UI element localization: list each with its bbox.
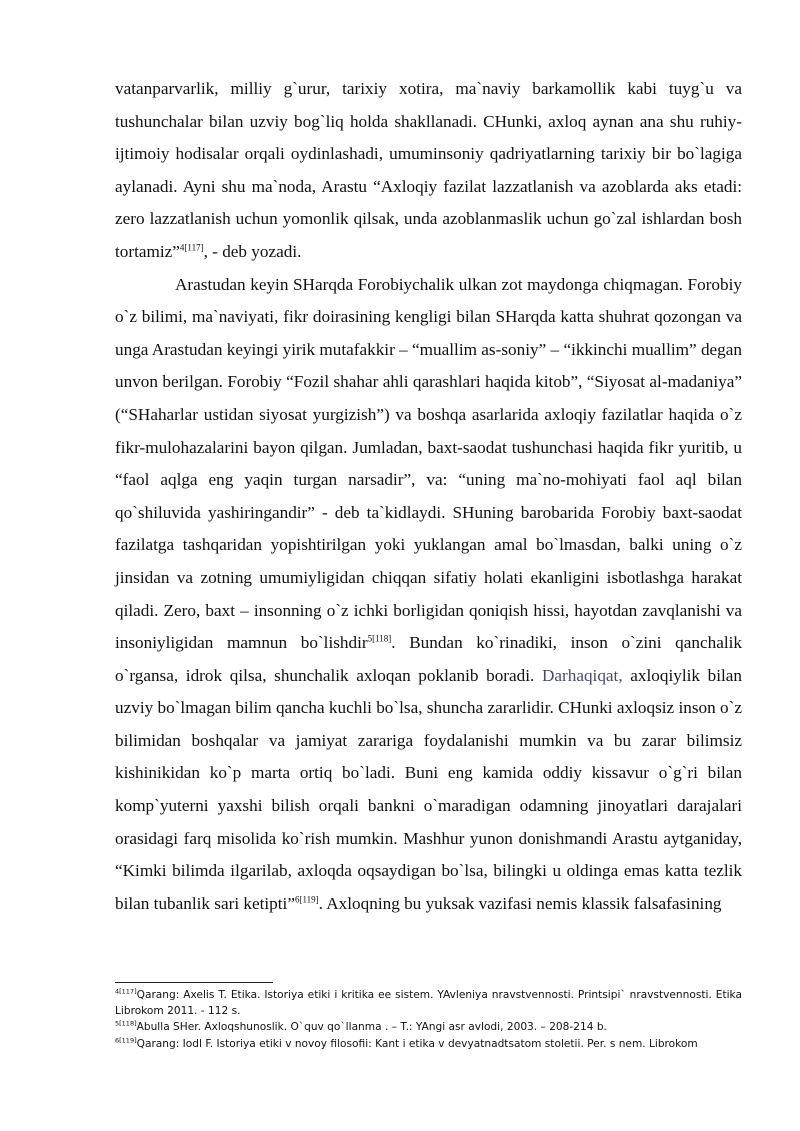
footnote-divider [115, 982, 273, 983]
footnote-6 [115, 1036, 742, 1052]
footnote-text: Qarang: Axelis T. Etika. Istoriya etiki i kritika ee sistem. YAvleniya nravstvennosti. Printsipi` nravstvennosti. Etika Librokom 2011. - 112 s. [115, 989, 742, 1018]
text-run: axloqiylik bilan uzviy bo`lmagan bilim qancha kuchli bo`lsa, shuncha zararlidir. CHunki axloqsiz inson o`z bilimidan boshqalar va jamiyat zarariga foydalanishi mumkin va bu zarar bilimsiz kishinikidan ko`p marta ortiq bo`ladi. Buni eng kamida oddiy kissavur o`g`ri bilan komp`yuterni yaxshi bilish orqali bankni o`maradigan odamning jinoyatlari darajalari orasidagi farq misolida ko`rish mumkin. Mashhur yunon donishmandi Arastu aytganiday, “Kimki bilimda ilgarilab, axloqda oqsaydigan bo`lsa, bilingki u oldinga emas katta tezlik bilan tubanlik sari ketipti” [115, 665, 742, 913]
footnote-marker: 4[117] [115, 987, 137, 996]
text-run: . Axloqning bu yuksak vazifasi nemis klassik falsafasining [318, 893, 722, 913]
footnote-marker: 5[118] [115, 1019, 137, 1028]
text-run: Arastudan keyin SHarqda Forobiychalik ulkan zot maydonga chiqmagan. Forobiy o`z bilimi, ma`naviyati, fikr doirasining kengligi bilan SHarqda katta shuhrat qozongan va unga Arastudan keyingi yirik mutafakkir – “muallim as-soniy” – “ikkinchi muallim” degan unvon berilgan. Forobiy “Fozil shahar ahli qarashlari haqida kitob”, “Siyosat al-madaniya” (“SHaharlar ustidan siyosat yurgizish”) va boshqa asarlarida axloqiy fazilatlar haqida o`z fikr-mulohazalarini bayon qilgan. Jumladan, baxt-saodat tushunchasi haqida fikr yuritib, u “faol aqlga eng yaqin turgan narsadir”, va: “uning ma`no-mohiyati faol aql bilan qo`shiluvida yashiringandir” - deb ta`kidlaydi. SHuning barobarida Forobiy baxt-saodat fazilatga tashqaridan yopishtirilgan yoki yuklangan amal bo`lmasdan, balki uning o`z jinsidan va zotning umumiyligidan chiqqan sifatiy holati ekanligini isbotlashga harakat qiladi. Zero, baxt – insonning o`z ichki borligidan qoniqish hissi, hayotdan zavqlanishi va insoniyligidan mamnun bo`lishdir [115, 274, 742, 653]
footnote-ref-5[interactable]: 5[118] [367, 633, 392, 644]
text-run: vatanparvarlik, milliy g`urur, tarixiy xotira, ma`naviy barkamollik kabi tuyg`u va tushunchalar bilan uzviy bog`liq holda shakllanadi. CHunki, axloq aynan ana shu ruhiy-ijtimoiy hodisalar orqali oydinlashadi, umuminsoniy qadriyatlarning tarixiy bir bo`lagiga aylanadi. Ayni shu ma`noda, Arastu “Axloqiy fazilat lazzatlanish va azoblarda aks etadi: zero lazzatlanish uchun yomonlik qilsak, unda azoblanmaslik uchun go`zal ishlardan bosh tortamiz” [115, 79, 742, 261]
paragraph-1 [115, 73, 742, 269]
body-text [115, 73, 742, 920]
footnotes [115, 987, 742, 1052]
highlighted-word: Darhaqiqat, [541, 665, 623, 685]
footnote-ref-6[interactable]: 6[119] [294, 894, 319, 905]
footnote-text: Qarang: Iodl F. Istoriya etiki v novoy filosofii: Kant i etika v devyatnadtsatom stoletii. Per. s nem. Librokom [136, 1037, 698, 1050]
text-run: , - deb yozadi. [203, 241, 302, 261]
footnote-marker: 6[119] [115, 1036, 137, 1045]
footnote-4 [115, 987, 742, 1019]
text-run: . Bundan ko`rinadiki, inson o`zini qanchalik o`rgansa, idrok qilsa, shunchalik axloqan poklanib boradi. [115, 633, 742, 685]
paragraph-2 [115, 269, 742, 921]
footnote-text: Abulla SHer. Axloqshunoslik. O`quv qo`llanma . – T.: YAngi asr avlodi, 2003. – 208-214 b. [136, 1021, 607, 1034]
footnote-5 [115, 1019, 742, 1035]
footnote-ref-4[interactable]: 4[117] [179, 242, 204, 253]
